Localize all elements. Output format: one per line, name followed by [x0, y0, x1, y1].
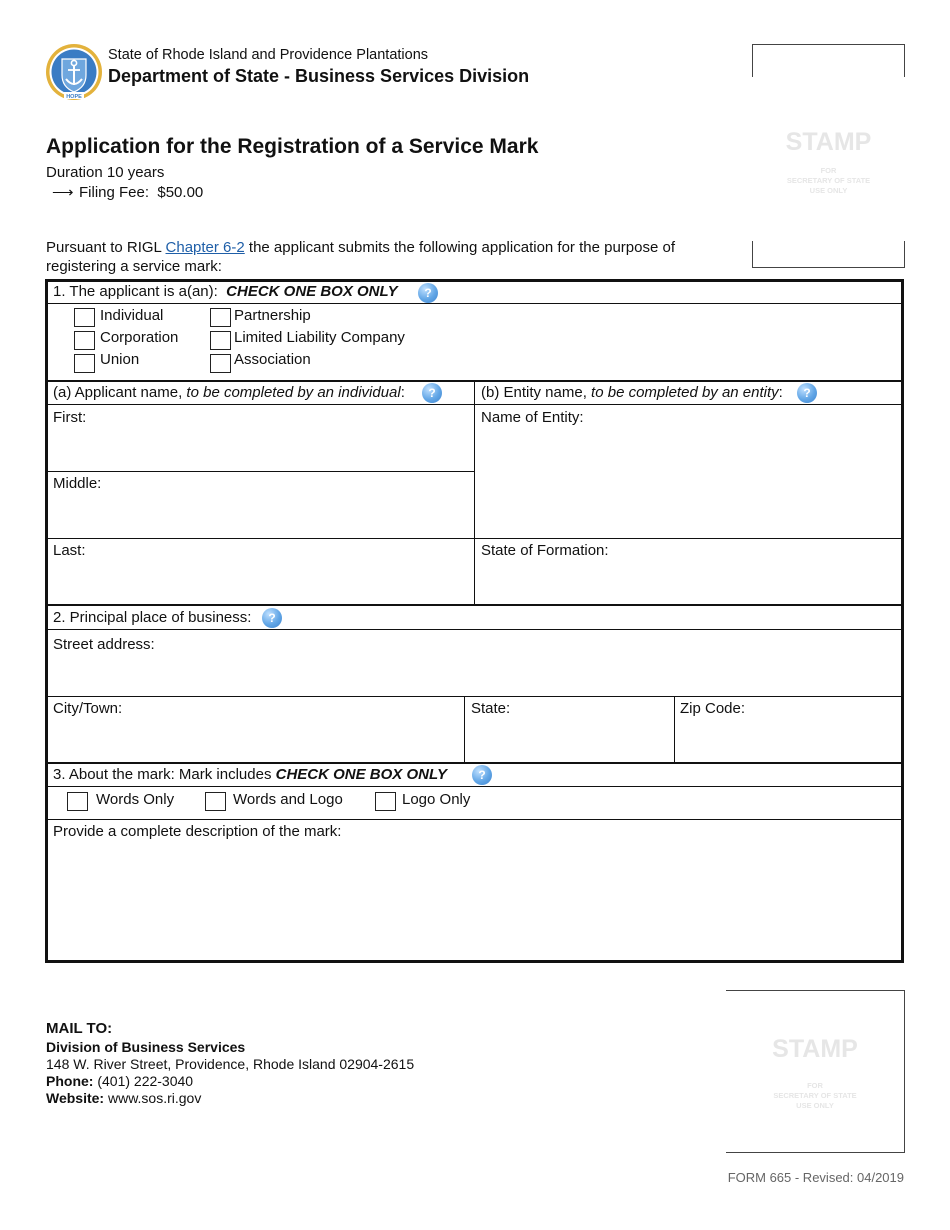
mail-address: 148 W. River Street, Providence, Rhode Island 02904-2615 — [46, 1056, 415, 1072]
mail-heading: MAIL TO: — [46, 1020, 113, 1037]
section1-heading: 1. The applicant is a(an): CHECK ONE BOX ONLY — [53, 283, 398, 300]
option-association-label: Association — [234, 351, 311, 368]
intro-paragraph: Pursuant to RIGL Chapter 6-2 the applicant submits the following application for the purpose of registering a service mark: — [46, 239, 675, 275]
checkbox-association[interactable] — [210, 354, 231, 373]
checkbox-words-and-logo[interactable] — [205, 792, 226, 811]
help-icon[interactable]: ? — [422, 383, 442, 403]
checkbox-union[interactable] — [74, 354, 95, 373]
street-address-field[interactable]: Street address: — [53, 636, 155, 653]
department-name: Department of State - Business Services Division — [108, 66, 530, 86]
section3-heading: 3. About the mark: Mark includes CHECK ONE BOX ONLY — [53, 766, 448, 783]
stamp-area-bottom — [726, 990, 905, 1153]
arrow-right-icon: ⟶ — [52, 184, 74, 201]
stamp-label: STAMP — [785, 128, 872, 156]
checkbox-corporation[interactable] — [74, 331, 95, 350]
stamp-label: STAMP — [772, 1035, 858, 1063]
section2-heading: 2. Principal place of business: — [53, 609, 252, 626]
option-partnership-label: Partnership — [234, 307, 311, 324]
help-icon[interactable]: ? — [418, 283, 438, 303]
svg-text:HOPE: HOPE — [66, 94, 82, 100]
checkbox-words-only[interactable] — [67, 792, 88, 811]
stamp-note: FOR SECRETARY OF STATE USE ONLY — [786, 166, 871, 195]
option-words-and-logo-label: Words and Logo — [233, 791, 343, 808]
checkbox-partnership[interactable] — [210, 308, 231, 327]
mail-phone: Phone: (401) 222-3040 — [46, 1073, 194, 1089]
checkbox-llc[interactable] — [210, 331, 231, 350]
help-icon[interactable]: ? — [262, 608, 282, 628]
page-title: Application for the Registration of a Service Mark — [46, 135, 539, 158]
entity-name-heading: (b) Entity name, to be completed by an entity: — [481, 384, 783, 401]
last-name-field[interactable]: Last: — [53, 542, 86, 559]
help-icon[interactable]: ? — [797, 383, 817, 403]
applicant-name-heading: (a) Applicant name, to be completed by an individual: — [53, 384, 405, 401]
stamp-note: FOR SECRETARY OF STATE USE ONLY — [773, 1081, 857, 1110]
mail-website: Website: www.sos.ri.gov — [46, 1090, 202, 1106]
help-icon[interactable]: ? — [472, 765, 492, 785]
first-name-field[interactable]: First: — [53, 409, 87, 426]
middle-name-field[interactable]: Middle: — [53, 475, 102, 492]
city-field[interactable]: City/Town: — [53, 700, 123, 717]
mail-division: Division of Business Services — [46, 1039, 246, 1055]
option-corporation-label: Corporation — [100, 329, 179, 346]
option-individual-label: Individual — [100, 307, 164, 324]
checkbox-individual[interactable] — [74, 308, 95, 327]
filing-fee: ⟶ Filing Fee: $50.00 — [52, 184, 204, 201]
option-words-only-label: Words Only — [96, 791, 175, 808]
chapter-link[interactable]: Chapter 6-2 — [165, 239, 245, 256]
option-llc-label: Limited Liability Company — [234, 329, 405, 346]
mark-description-field[interactable]: Provide a complete description of the mark: — [53, 823, 342, 840]
form-number-footer: FORM 665 - Revised: 04/2019 — [727, 1170, 904, 1185]
state-field[interactable]: State: — [471, 700, 511, 717]
duration-text: Duration 10 years — [46, 164, 165, 181]
checkbox-logo-only[interactable] — [375, 792, 396, 811]
entity-name-field[interactable]: Name of Entity: — [481, 409, 584, 426]
option-logo-only-label: Logo Only — [402, 791, 471, 808]
state-name: State of Rhode Island and Providence Plantations — [108, 47, 429, 63]
mail-to-block — [46, 1020, 414, 1107]
state-of-formation-field[interactable]: State of Formation: — [481, 542, 609, 559]
zip-code-field[interactable]: Zip Code: — [680, 700, 746, 717]
option-union-label: Union — [100, 351, 140, 368]
stamp-area-top — [752, 44, 905, 268]
rhode-island-seal-logo — [45, 43, 103, 101]
